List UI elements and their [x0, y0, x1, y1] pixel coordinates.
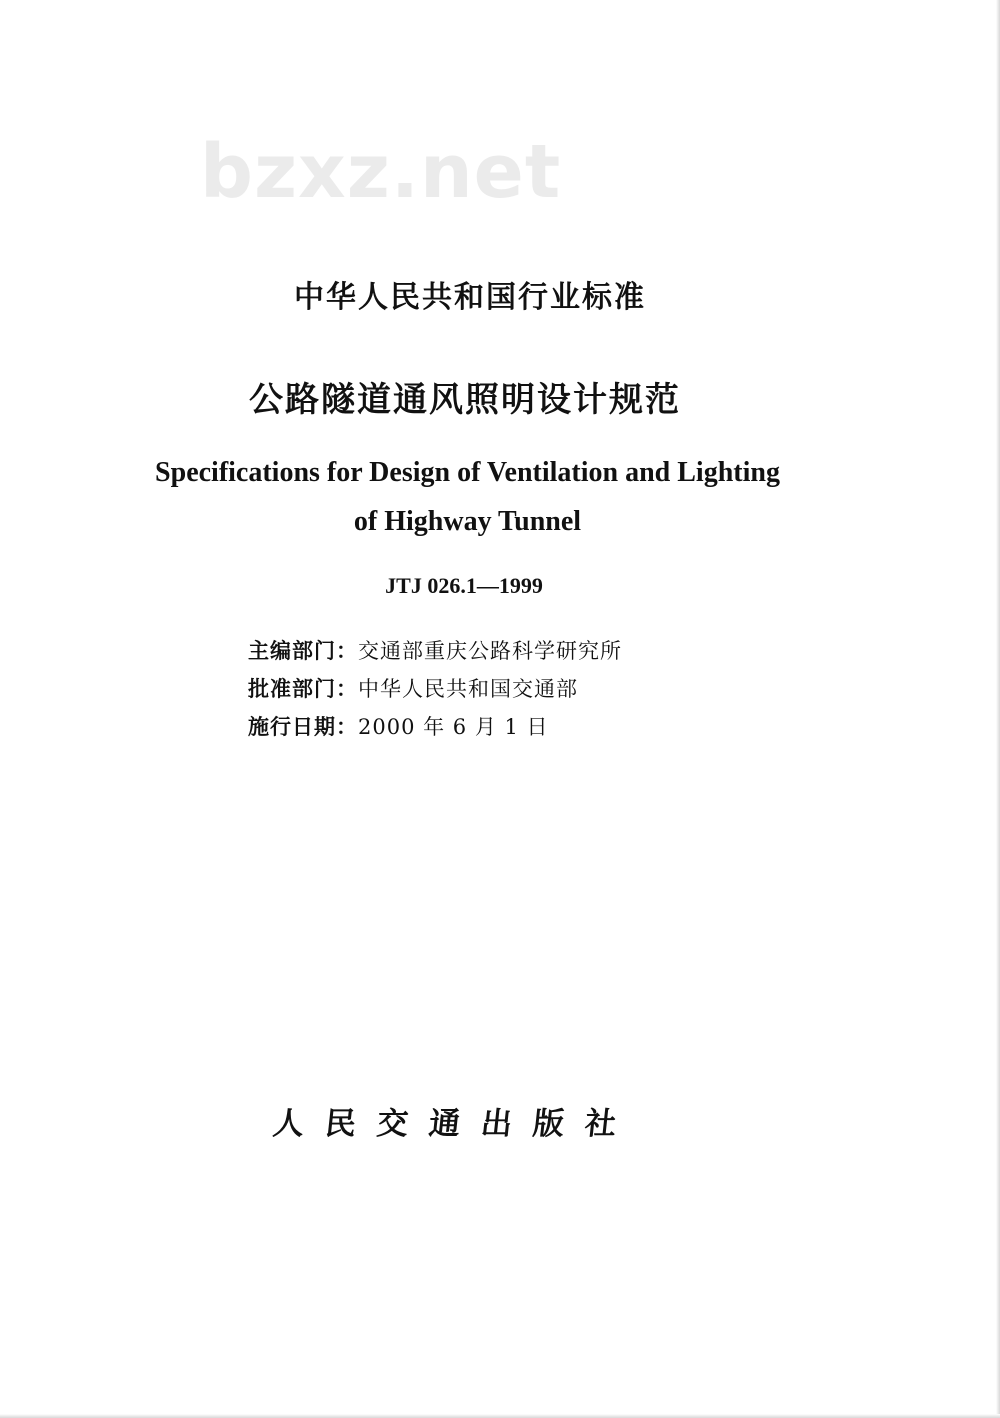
- industry-standard-heading: 中华人民共和国行业标准: [294, 280, 646, 315]
- document-title-english-line1: Specifications for Design of Ventilation and Lighting: [155, 457, 780, 488]
- document-title-chinese: 公路隧道通风照明设计规范: [249, 380, 681, 420]
- info-row-approver: [248, 672, 808, 710]
- page-edge-right: [996, 0, 1000, 1418]
- editor-label: 主编部门：: [248, 638, 358, 663]
- standard-code: JTJ 026.1—1999: [385, 573, 543, 598]
- publisher-name: 人民交通出版社: [271, 1106, 639, 1142]
- page-edge-bottom: [0, 1414, 1000, 1418]
- effective-date-label: 施行日期：: [248, 714, 358, 739]
- info-row-editor: [248, 634, 808, 672]
- watermark-logo: bzxz.net: [200, 129, 562, 215]
- approver-value: 中华人民共和国交通部: [358, 677, 578, 701]
- info-block: [248, 634, 808, 748]
- effective-date-value: 2000 年 6 月 1 日: [358, 715, 549, 739]
- document-title-english-line2: of Highway Tunnel: [353, 506, 582, 537]
- editor-value: 交通部重庆公路科学研究所: [358, 639, 622, 663]
- info-row-effective-date: [248, 710, 808, 748]
- approver-label: 批准部门：: [248, 676, 358, 701]
